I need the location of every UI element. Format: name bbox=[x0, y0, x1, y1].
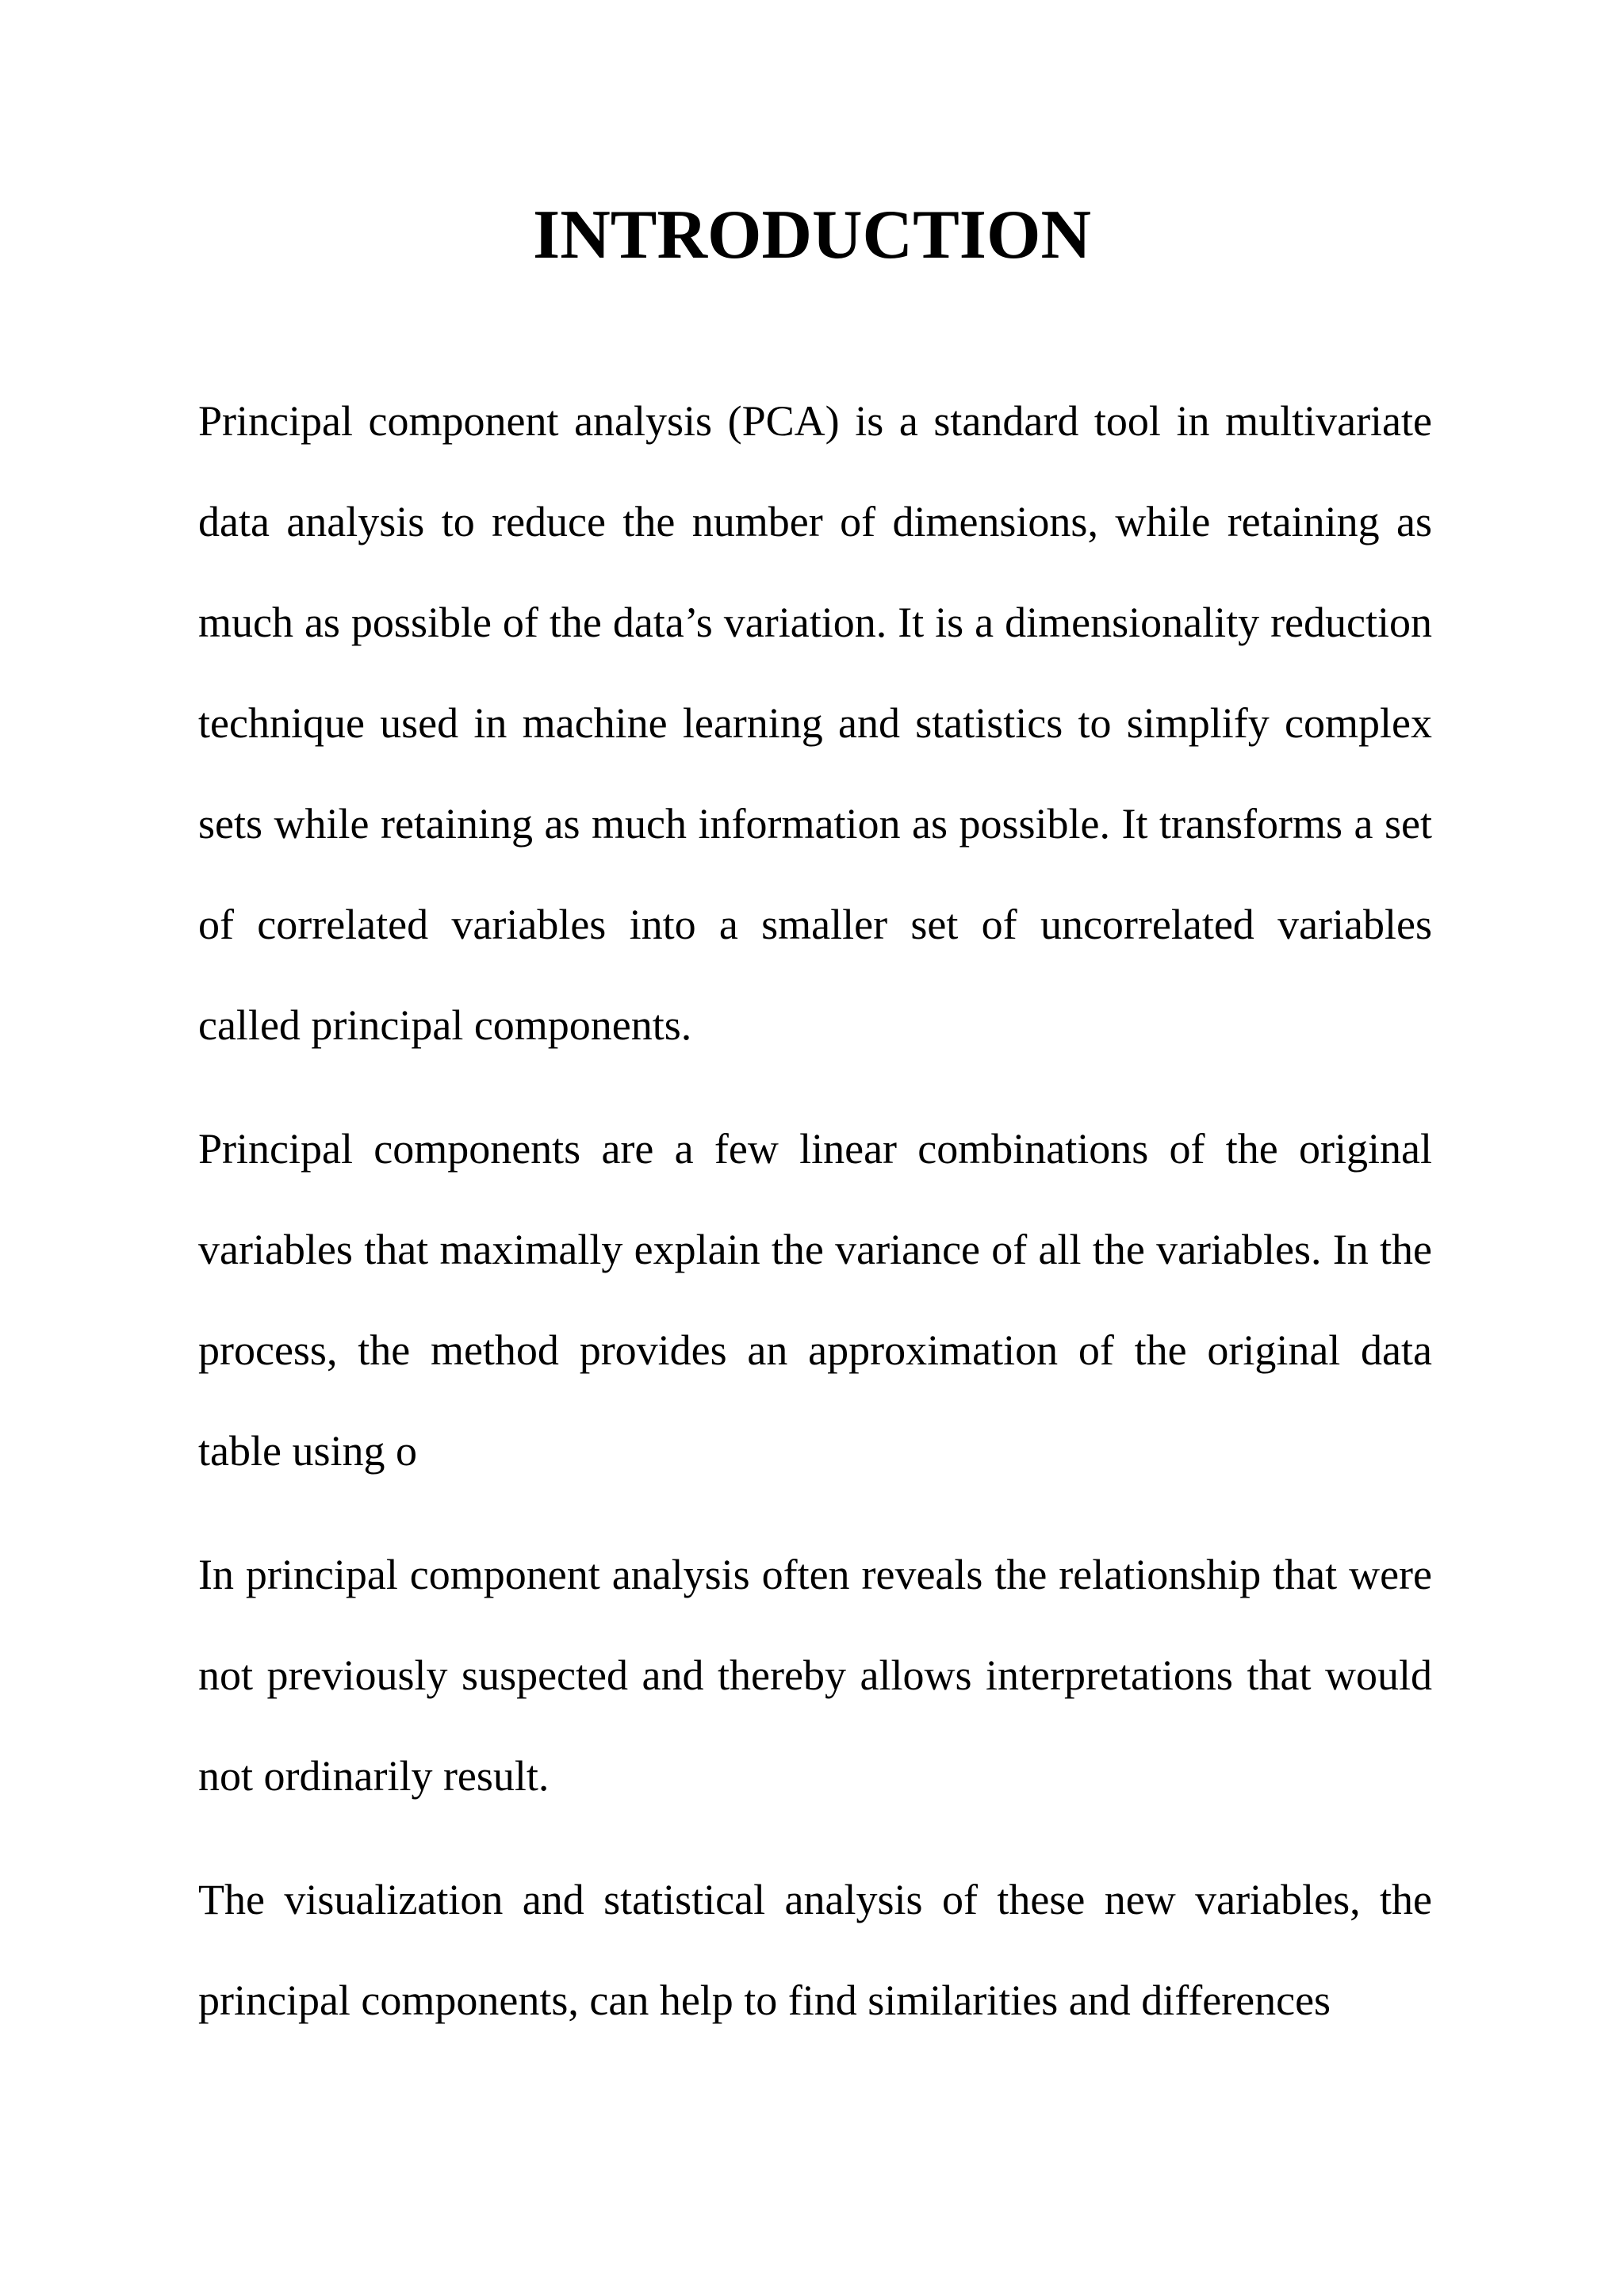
paragraph-3: In principal component analysis often reveals the relationship that were not previously suspected and thereby allows interpretations that would not ordinarily result. bbox=[198, 1551, 1432, 1800]
paragraph-4: The visualization and statistical analysis of these new variables, the principal components, can help to find similarities and differences bbox=[198, 1876, 1432, 2024]
body-text bbox=[198, 371, 1432, 2051]
paragraph-2: Principal components are a few linear combinations of the original variables that maximally explain the variance of all the variables. In the process, the method provides an approximation of the original data table using o bbox=[198, 1125, 1432, 1475]
page-title: INTRODUCTION bbox=[532, 197, 1092, 274]
paragraph-1: Principal component analysis (PCA) is a standard tool in multivariate data analysis to reduce the number of dimensions, while retaining as much as possible of the data’s variation. It is a dimensionality reduction technique used in machine learning and statistics to simplify complex sets while retaining as much information as possible. It transforms a set of correlated variables into a smaller set of uncorrelated variables called principal components. bbox=[198, 397, 1432, 1049]
